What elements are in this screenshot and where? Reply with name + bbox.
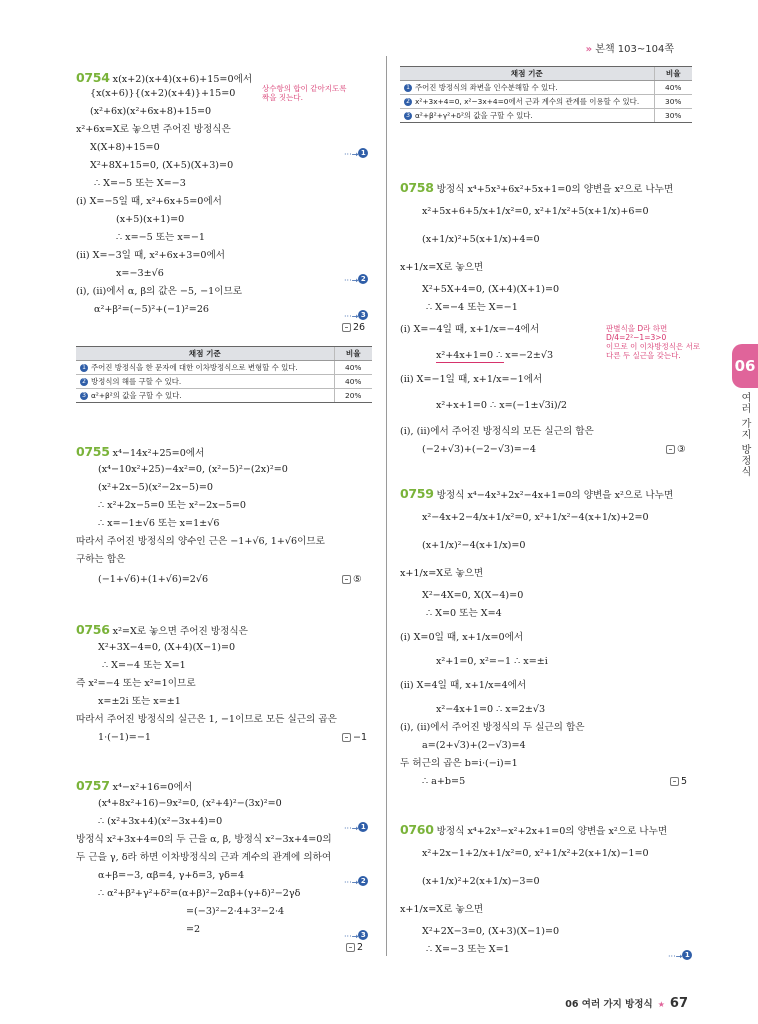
- problem-number: 0755: [76, 444, 110, 459]
- answer: 5: [670, 776, 687, 787]
- step-marker-1: ···→ 1: [668, 944, 692, 963]
- step-marker-1: ···→ 1: [344, 142, 368, 161]
- footer-chapter: 06 여러 가지 방정식: [565, 999, 653, 1010]
- column-divider: [386, 56, 387, 956]
- page-footer: [565, 996, 688, 1011]
- chapter-side-title: 여러 가지 방정식: [739, 392, 750, 478]
- problem-number: 0754: [76, 70, 110, 85]
- answer: ③: [666, 444, 686, 455]
- answer-icon: [342, 323, 351, 332]
- problem-number: 0760: [400, 822, 434, 837]
- problem-number: 0758: [400, 180, 434, 195]
- page-ref: » 본책 103~104쪽: [585, 44, 674, 55]
- problem-number: 0757: [76, 778, 110, 793]
- step-marker-2: ···→ 2: [344, 268, 368, 287]
- answer-icon: [342, 575, 351, 584]
- ref-arrow-icon: »: [585, 44, 593, 55]
- scoring-table-0757: 채점 기준 비율 1 주어진 방정식의 좌변을 인수분해할 수 있다. 40% 2 x²+3x+4=0, x²−3x+4=0에서 근과 계수의 관계를 이용할 수 있다. 30% 3 α²+β²+γ²+δ²의 값을 구할 수 있다. 30%: [400, 66, 692, 123]
- step-marker-3: ···→ 3: [344, 304, 368, 323]
- problem-number: 0759: [400, 486, 434, 501]
- answer: 26: [342, 322, 365, 333]
- step-marker-2: ···→ 2: [344, 870, 368, 889]
- star-icon: ★: [657, 1000, 665, 1009]
- answer-icon: [670, 777, 679, 786]
- answer-icon: [342, 733, 351, 742]
- answer: 2: [346, 942, 363, 953]
- answer: −1: [342, 732, 367, 743]
- chapter-tab[interactable]: 06: [732, 344, 758, 388]
- answer-icon: [346, 943, 355, 952]
- underline-mark: [436, 362, 504, 363]
- answer-icon: [666, 445, 675, 454]
- side-note: 판별식을 D라 하면 D/4=2²−1=3>0 이므로 이 이차방정식은 서로 다른 두 실근을 갖는다.: [606, 324, 701, 360]
- page-number: 67: [669, 996, 688, 1011]
- step-marker-1: ···→ 1: [344, 816, 368, 835]
- side-note: 상수항의 합이 같아지도록 짝을 짓는다.: [262, 84, 347, 102]
- step-marker-3: ···→ 3: [344, 924, 368, 943]
- scoring-table-0754: 채점 기준 비율 1 주어진 방정식을 한 문자에 대한 이차방정식으로 변형할 수 있다. 40% 2 방정식의 해를 구할 수 있다. 40% 3 α²+β²의 값을 구할 수 있다. 20%: [76, 346, 372, 403]
- answer: ⑤: [342, 574, 362, 585]
- problem-number: 0756: [76, 622, 110, 637]
